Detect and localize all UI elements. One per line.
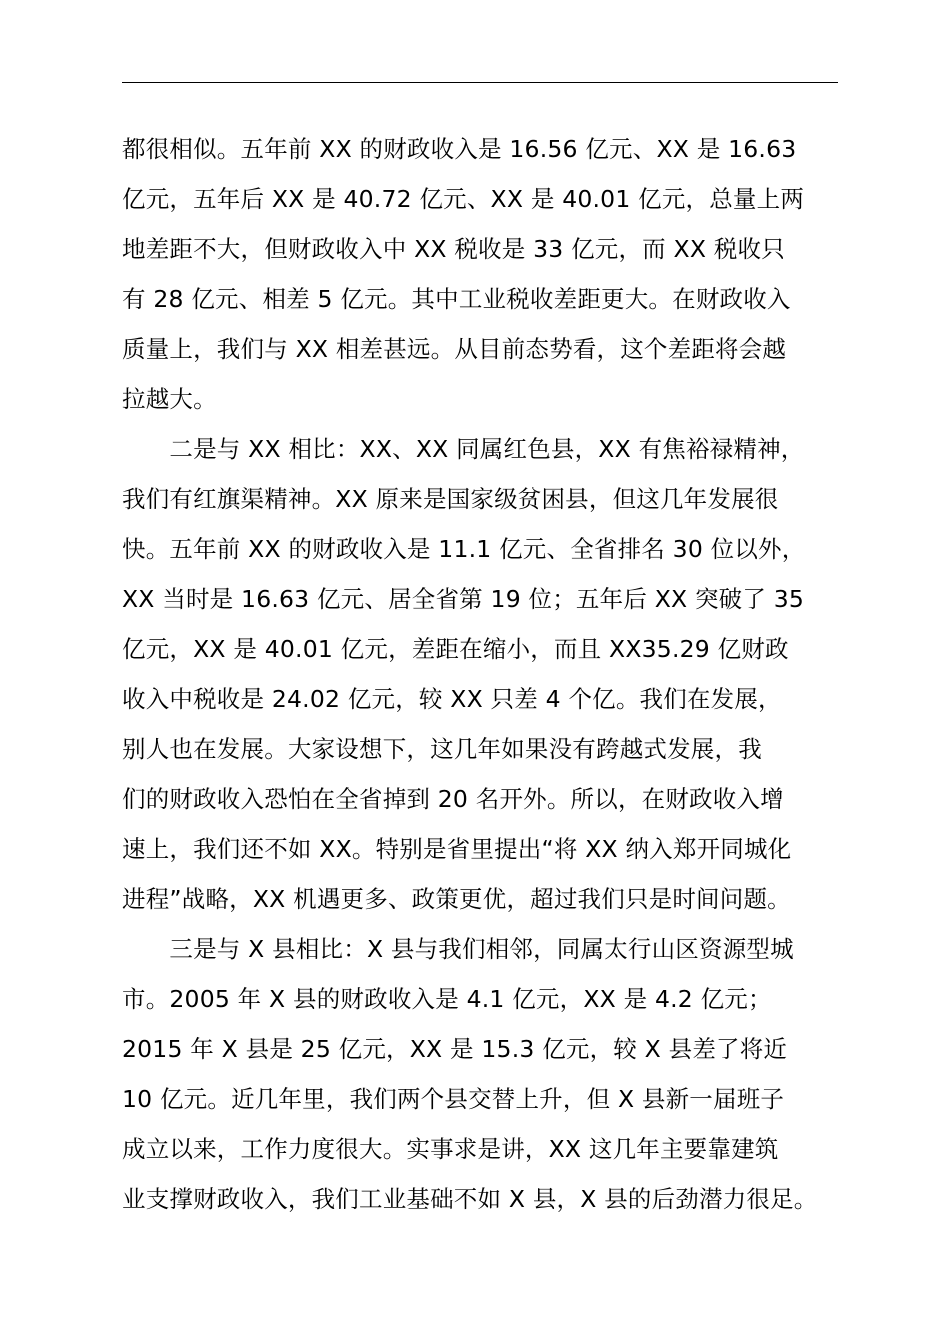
- text-line: 市。2005 年 X 县的财政收入是 4.1 亿元，XX 是 4.2 亿元；: [122, 985, 772, 1013]
- document-body: [122, 124, 838, 1224]
- paragraph-2-start: 二是与 XX 相比：XX、XX 同属红色县，XX 有焦裕禄精神，: [122, 435, 805, 463]
- text-line: 速上，我们还不如 XX。特别是省里提出“将 XX 纳入郑开同城化: [122, 835, 792, 863]
- text-line: 快。五年前 XX 的财政收入是 11.1 亿元、全省排名 30 位以外，: [122, 535, 806, 563]
- text-line: 成立以来，工作力度很大。实事求是讲，XX 这几年主要靠建筑: [122, 1135, 779, 1163]
- header-rule: [122, 82, 838, 83]
- paragraph-3-start: 三是与 X 县相比：X 县与我们相邻，同属太行山区资源型城: [122, 935, 794, 963]
- text-line: 们的财政收入恐怕在全省掉到 20 名开外。所以，在财政收入增: [122, 785, 784, 813]
- text-line: XX 当时是 16.63 亿元、居全省第 19 位；五年后 XX 突破了 35: [122, 585, 805, 613]
- text-line: 10 亿元。近几年里，我们两个县交替上升，但 X 县新一届班子: [122, 1085, 785, 1113]
- text-line: 收入中税收是 24.02 亿元，较 XX 只差 4 个亿。我们在发展，: [122, 685, 782, 713]
- text-line: 亿元，五年后 XX 是 40.72 亿元、XX 是 40.01 亿元，总量上两: [122, 185, 805, 213]
- text-line: 拉越大。: [122, 385, 217, 413]
- text-line: 有 28 亿元、相差 5 亿元。其中工业税收差距更大。在财政收入: [122, 285, 791, 313]
- text-line: 地差距不大，但财政收入中 XX 税收是 33 亿元，而 XX 税收只: [122, 235, 785, 263]
- text-line: 质量上，我们与 XX 相差甚远。从目前态势看，这个差距将会越: [122, 335, 787, 363]
- text-line: 我们有红旗渠精神。XX 原来是国家级贫困县，但这几年发展很: [122, 485, 779, 513]
- text-line: 都很相似。五年前 XX 的财政收入是 16.56 亿元、XX 是 16.63: [122, 135, 797, 163]
- text-line: 2015 年 X 县是 25 亿元，XX 是 15.3 亿元，较 X 县差了将近: [122, 1035, 788, 1063]
- text-line: 业支撑财政收入，我们工业基础不如 X 县，X 县的后劲潜力很足。: [122, 1185, 818, 1213]
- text-line: 别人也在发展。大家设想下，这几年如果没有跨越式发展，我: [122, 735, 762, 763]
- text-line: 进程”战略，XX 机遇更多、政策更优，超过我们只是时间问题。: [122, 885, 791, 913]
- text-line: 亿元，XX 是 40.01 亿元，差距在缩小，而且 XX35.29 亿财政: [122, 635, 789, 663]
